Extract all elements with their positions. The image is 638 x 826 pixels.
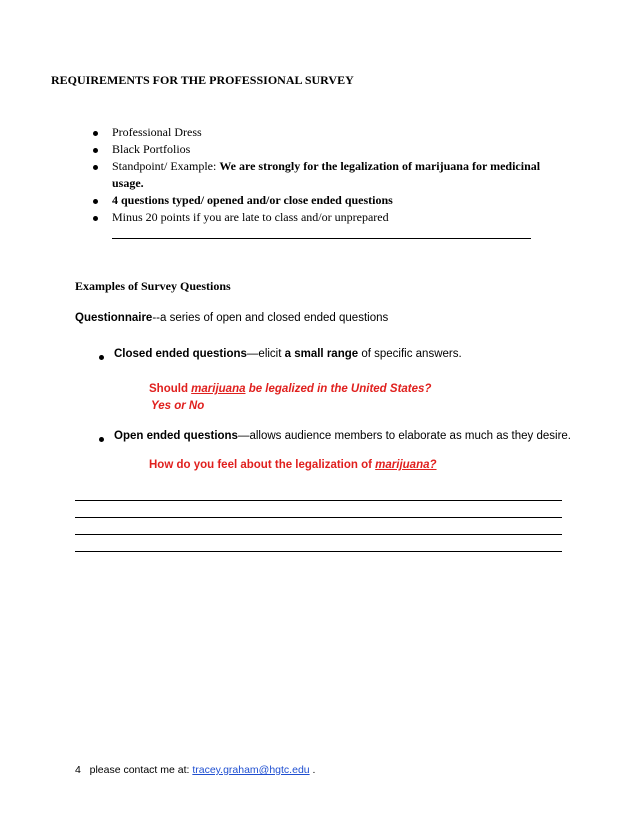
requirement-item: Black Portfolios [112,142,191,156]
bullet-icon [93,165,98,170]
example-prefix: Should [149,383,192,395]
page-heading: REQUIREMENTS FOR THE PROFESSIONAL SURVEY [51,73,354,87]
answer-line [75,500,562,501]
examples-heading: Examples of Survey Questions [75,279,231,293]
bullet-icon [93,199,98,204]
fill-in-line [112,238,531,239]
questionnaire-term: Questionnaire [75,312,153,324]
bullet-icon [93,148,98,153]
answer-line [75,517,562,518]
email-link[interactable]: tracey.graham@hgtc.edu [192,764,310,776]
page-number: 4 [75,764,81,776]
bullet-icon [99,355,104,360]
bullet-icon [93,216,98,221]
bullet-icon [93,131,98,136]
answer-line [75,534,562,535]
bullet-icon [99,437,104,442]
example-suffix: be legalized in the United States? [245,383,432,395]
example-prefix: How do you feel about the legalization of [149,459,376,471]
requirement-item: 4 questions typed/ opened and/or close ended questions [112,193,393,207]
questionnaire-definition [75,312,388,324]
closed-ended-text: —elicit [246,348,285,360]
questionnaire-text: --a series of open and closed ended questions [152,312,389,324]
closed-ended-example [149,383,431,395]
open-ended-item [114,430,571,442]
closed-ended-item [114,348,462,360]
requirement-item: Minus 20 points if you are late to class and/or unprepared [112,210,389,224]
example-keyword: marijuana [191,383,246,395]
standpoint-example: We are strongly for the legalization of marijuana for medicinal [219,159,541,173]
footer-text: please contact me at: [89,764,190,776]
open-ended-text: —allows audience members to elaborate as much as they desire. [237,430,571,442]
requirement-prefix: Standpoint/ Example: [112,159,217,173]
requirement-item: Professional Dress [112,125,202,139]
closed-ended-answer: Yes or No [151,400,205,412]
answer-line [75,551,562,552]
requirement-item [112,159,540,174]
open-ended-example [149,459,437,471]
closed-ended-emphasis: a small range [284,348,359,360]
standpoint-example-continued: usage. [112,176,144,190]
closed-ended-term: Closed ended questions [114,348,247,360]
closed-ended-text-end: of specific answers. [358,348,462,360]
open-ended-term: Open ended questions [114,430,238,442]
example-keyword: marijuana? [375,459,437,471]
page-footer [75,764,315,776]
footer-end: . [312,764,316,776]
